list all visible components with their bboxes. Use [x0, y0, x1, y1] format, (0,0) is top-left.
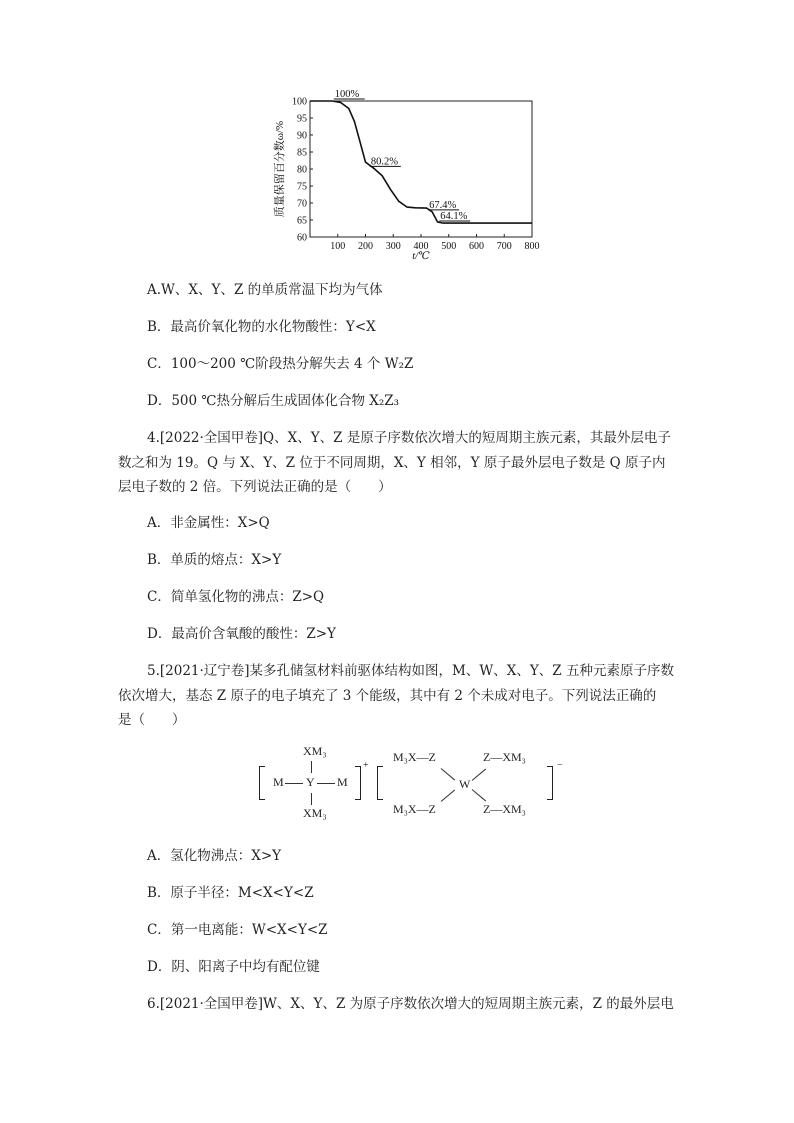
plot-frame	[310, 101, 532, 237]
x-axis-label: t/℃	[412, 251, 430, 262]
y-tick-label: 100	[292, 96, 307, 108]
x-tick-label: 300	[385, 241, 401, 252]
q5-stem-line-1: 5.[2021·辽宁卷]某多孔储氢材料前驱体结构如图，M、W、X、Y、Z 五种元素原子序数	[147, 663, 674, 679]
anion-top-left-group: M₃X—Z	[393, 750, 436, 764]
y-tick-label: 80	[297, 164, 307, 176]
q4-stem-line-1: 4.[2022·全国甲卷]Q、X、Y、Z 是原子序数依次增大的短周期主族元素，其最外层电子	[147, 430, 671, 446]
q4-option-d: D．最高价含氧酸的酸性：Z>Y	[147, 626, 336, 642]
x-tick-label: 100	[330, 241, 346, 252]
q5-option-a: A．氢化物沸点：X>Y	[147, 848, 282, 864]
anion-charge: −	[557, 760, 563, 771]
q3-option-c: C．100～200 ℃阶段热分解失去 4 个 W₂Z	[147, 356, 414, 372]
y-tick-label: 90	[297, 130, 307, 142]
anion-top-right-group: Z—XM₃	[483, 750, 526, 764]
y-tick-label: 75	[297, 181, 307, 193]
tga-curve	[310, 101, 532, 223]
cation-right-bracket	[355, 766, 361, 800]
tga-chart	[270, 89, 545, 265]
y-tick-label: 65	[297, 215, 307, 227]
q6-stem-line-1: 6.[2021·全国甲卷]W、X、Y、Z 为原子序数依次增大的短周期主族元素，Z 的最外层电	[147, 996, 674, 1012]
q5-option-c: C．第一电离能：W<X<Y<Z	[147, 922, 328, 938]
q5-stem-line-2: 依次增大，基态 Z 原子的电子填充了 3 个能级，其中有 2 个未成对电子。下列说法正确的	[118, 688, 657, 704]
q5-stem-line-3: 是（ ）	[118, 712, 186, 728]
y-tick-label: 95	[297, 113, 307, 125]
cation-right-atom: M	[337, 775, 348, 789]
cation-center-atom: Y	[306, 775, 315, 789]
anion-right-bracket	[547, 766, 553, 800]
x-tick-label: 600	[469, 241, 484, 252]
y-tick-label: 70	[297, 198, 307, 210]
anion-bottom-right-group: Z—XM₃	[483, 802, 526, 816]
x-tick-label: 400	[413, 241, 429, 252]
y-tick-label: 85	[297, 147, 307, 159]
q5-option-d: D．阴、阳离子中均有配位键	[147, 959, 320, 975]
q4-stem-line-2: 数之和为 19。Q 与 X、Y、Z 位于不同周期，X、Y 相邻，Y 原子最外层电子数是 Q 原子内	[118, 455, 666, 471]
q4-option-a: A．非金属性：X>Q	[147, 515, 270, 531]
structure-diagram	[255, 740, 575, 830]
annotation-label: 80.2%	[370, 156, 398, 168]
q4-stem-line-3: 层电子数的 2 倍。下列说法正确的是（ ）	[118, 479, 392, 495]
cation-left-bracket	[259, 766, 265, 800]
cation-bottom-group: XM₃	[303, 806, 327, 820]
q3-option-d: D．500 ℃热分解后生成固体化合物 X₂Z₃	[147, 393, 400, 409]
y-tick-label: 60	[297, 232, 307, 244]
q3-option-a: A.W、X、Y、Z 的单质常温下均为气体	[147, 282, 383, 298]
cation-top-group: XM₃	[303, 744, 327, 758]
annotation-label: 100%	[334, 89, 360, 100]
x-tick-label: 200	[358, 241, 373, 252]
anion-bottom-left-group: M₃X—Z	[393, 802, 436, 816]
x-tick-label: 500	[441, 241, 457, 252]
q4-option-b: B．单质的熔点：X>Y	[147, 552, 282, 568]
anion-center-atom: W	[459, 777, 471, 791]
x-tick-label: 800	[524, 241, 540, 252]
anion-left-bracket	[377, 766, 383, 800]
cation-charge: +	[363, 760, 369, 771]
x-tick-label: 700	[496, 241, 512, 252]
cation-left-atom: M	[273, 775, 284, 789]
annotation-label: 67.4%	[429, 199, 457, 211]
y-axis-label: 质量保留百分数ω/%	[274, 120, 286, 218]
q3-option-b: B．最高价氧化物的水化物酸性：Y<X	[147, 319, 376, 335]
annotation-label: 64.1%	[440, 211, 468, 223]
q4-option-c: C．简单氢化物的沸点：Z>Q	[147, 589, 325, 605]
q5-option-b: B．原子半径：M<X<Y<Z	[147, 885, 314, 901]
